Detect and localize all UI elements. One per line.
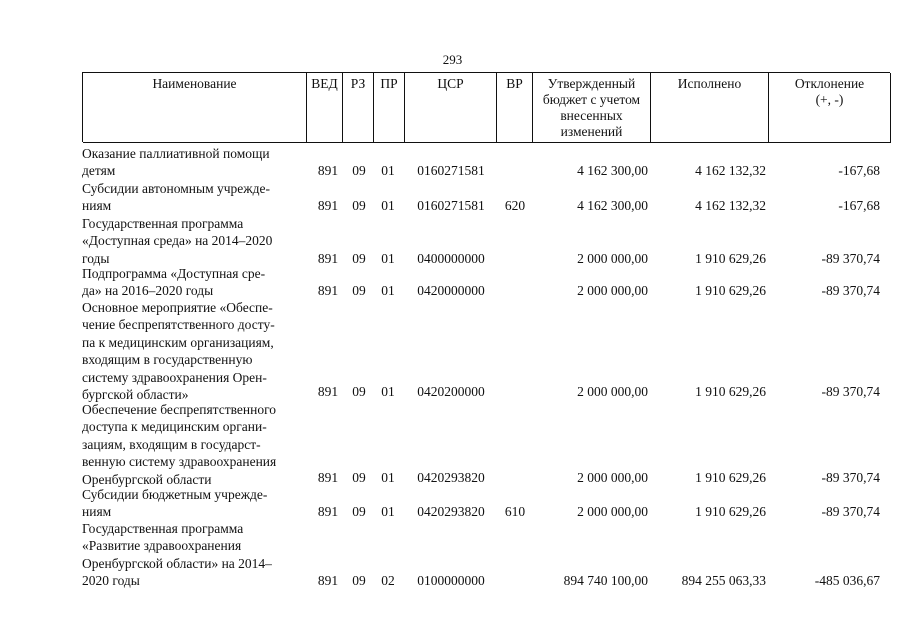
row-budget: 2 000 000,00: [577, 470, 648, 485]
header-csr-label: ЦСР: [437, 76, 464, 91]
row-name: [82, 215, 306, 267]
header-pr-label: ПР: [380, 76, 398, 91]
row-rz: 09: [352, 504, 366, 520]
row-executed: 894 255 063,33: [681, 573, 766, 588]
row-name-line: Оренбургской области» на 2014–: [82, 555, 272, 571]
row-ved: 891: [317, 250, 339, 266]
row-csr: 0100000000: [417, 573, 485, 588]
row-name-line: систему здравоохранения Орен-: [82, 369, 267, 385]
row-name-line: «Доступная среда» на 2014–2020: [82, 233, 273, 249]
row-csr: 0160271581: [417, 163, 485, 179]
row-name-line: Подпрограмма «Доступная сре-: [82, 266, 266, 281]
header-budget-line-2: бюджет с учетом: [542, 92, 641, 107]
header-rz: [343, 73, 374, 143]
row-pr: 01: [381, 283, 395, 299]
header-budget-line-1: Утвержденный: [547, 76, 636, 91]
row-pr: 01: [381, 504, 395, 520]
row-budget: 4 162 300,00: [577, 198, 648, 214]
row-name-line: зациям, входящим в государст-: [82, 436, 261, 452]
row-ved: 891: [317, 504, 339, 520]
row-name-line: ниям: [82, 504, 112, 520]
row-rz: 09: [352, 470, 366, 485]
row-pr: 01: [381, 384, 395, 399]
page-number: 293: [442, 52, 463, 67]
row-budget: 4 162 300,00: [577, 163, 648, 179]
row-budget: 2 000 000,00: [577, 283, 648, 299]
header-executed: [651, 73, 769, 143]
row-csr: 0420293820: [417, 470, 485, 485]
row-vr: 620: [504, 198, 526, 214]
header-budget-line-4: изменений: [560, 124, 623, 139]
row-budget: 2 000 000,00: [577, 250, 648, 266]
row-executed: 1 910 629,26: [695, 250, 766, 266]
header-vr: [497, 73, 533, 143]
row-ved: 891: [317, 573, 339, 588]
row-deviation: -89 370,74: [821, 283, 880, 299]
row-name-line: Оказание паллиативной помощи: [82, 146, 270, 161]
row-name: [82, 299, 306, 403]
header-rz-label: РЗ: [350, 76, 366, 91]
row-pr: 01: [381, 198, 395, 214]
row-name-line: бургской области»: [82, 387, 189, 403]
row-name: [82, 265, 306, 300]
row-name: [82, 401, 306, 488]
row-name-line: детям: [82, 163, 116, 179]
row-csr: 0160271581: [417, 198, 485, 214]
row-ved: 891: [317, 470, 339, 485]
header-vr-label: ВР: [506, 76, 523, 91]
row-rz: 09: [352, 250, 366, 266]
row-name-line: Государственная программа: [82, 216, 244, 231]
header-budget-line-3: внесенных: [560, 108, 623, 123]
row-rz: 09: [352, 198, 366, 214]
row-name-line: венную систему здравоохранения: [82, 454, 277, 470]
row-deviation: -167,68: [838, 163, 880, 179]
row-executed: 4 162 132,32: [695, 163, 766, 179]
row-budget: 2 000 000,00: [577, 504, 648, 520]
header-name: [83, 73, 307, 143]
header-name-label: Наименование: [152, 76, 237, 91]
row-executed: 1 910 629,26: [695, 283, 766, 299]
row-name-line: доступа к медицинским органи-: [82, 419, 267, 435]
row-csr: 0420293820: [417, 504, 485, 520]
row-csr: 0400000000: [417, 250, 485, 266]
row-deviation: -89 370,74: [821, 470, 880, 485]
row-executed: 4 162 132,32: [695, 198, 766, 214]
row-pr: 01: [381, 250, 395, 266]
row-rz: 09: [352, 283, 366, 299]
row-csr: 0420000000: [417, 283, 485, 299]
row-name-line: 2020 годы: [82, 573, 140, 589]
row-name: [82, 486, 306, 521]
row-name: [82, 145, 306, 180]
row-deviation: -167,68: [838, 198, 880, 214]
row-name-line: ниям: [82, 198, 112, 214]
row-name-line: Субсидии автономным учрежде-: [82, 181, 270, 196]
row-name-line: входящим в государственную: [82, 352, 253, 368]
row-name-line: да» на 2016–2020 годы: [82, 283, 214, 299]
row-ved: 891: [317, 384, 339, 399]
row-ved: 891: [317, 283, 339, 299]
header-budget: [533, 73, 651, 143]
row-rz: 09: [352, 163, 366, 179]
row-name-line: Государственная программа: [82, 521, 244, 536]
row-budget: 2 000 000,00: [577, 384, 648, 399]
header-deviation: [769, 73, 891, 143]
row-name-line: чение беспрепятственного досту-: [82, 317, 275, 333]
row-name-line: Обеспечение беспрепятственного: [82, 402, 277, 417]
row-name-line: Основное мероприятие «Обеспе-: [82, 300, 273, 315]
row-budget: 894 740 100,00: [563, 573, 648, 588]
row-pr: 02: [381, 573, 395, 588]
header-pr: [374, 73, 405, 143]
header-ved-label: ВЕД: [311, 76, 338, 91]
row-vr: 610: [504, 504, 526, 520]
header-csr: [405, 73, 497, 143]
row-pr: 01: [381, 163, 395, 179]
row-name-line: Субсидии бюджетным учрежде-: [82, 487, 268, 502]
row-name-line: па к медицинским организациям,: [82, 334, 274, 350]
row-csr: 0420200000: [417, 384, 485, 399]
header-ved: [307, 73, 343, 143]
row-deviation: -89 370,74: [821, 384, 880, 399]
row-name-line: «Развитие здравоохранения: [82, 538, 242, 554]
row-pr: 01: [381, 470, 395, 485]
row-name-line: годы: [82, 250, 110, 266]
row-deviation: -89 370,74: [821, 250, 880, 266]
row-ved: 891: [317, 198, 339, 214]
row-executed: 1 910 629,26: [695, 504, 766, 520]
row-deviation: -485 036,67: [814, 573, 880, 588]
row-deviation: -89 370,74: [821, 504, 880, 520]
row-executed: 1 910 629,26: [695, 470, 766, 485]
row-rz: 09: [352, 573, 366, 588]
row-rz: 09: [352, 384, 366, 399]
header-executed-label: Исполнено: [677, 76, 742, 91]
row-name: [82, 180, 306, 215]
header-deviation-line-1: Отклонение: [794, 76, 865, 91]
header-deviation-line-2: (+, -): [815, 92, 844, 107]
row-ved: 891: [317, 163, 339, 179]
row-name: [82, 520, 306, 590]
row-executed: 1 910 629,26: [695, 384, 766, 399]
row-name-line: Оренбургской области: [82, 471, 212, 487]
table-header: [82, 72, 890, 142]
